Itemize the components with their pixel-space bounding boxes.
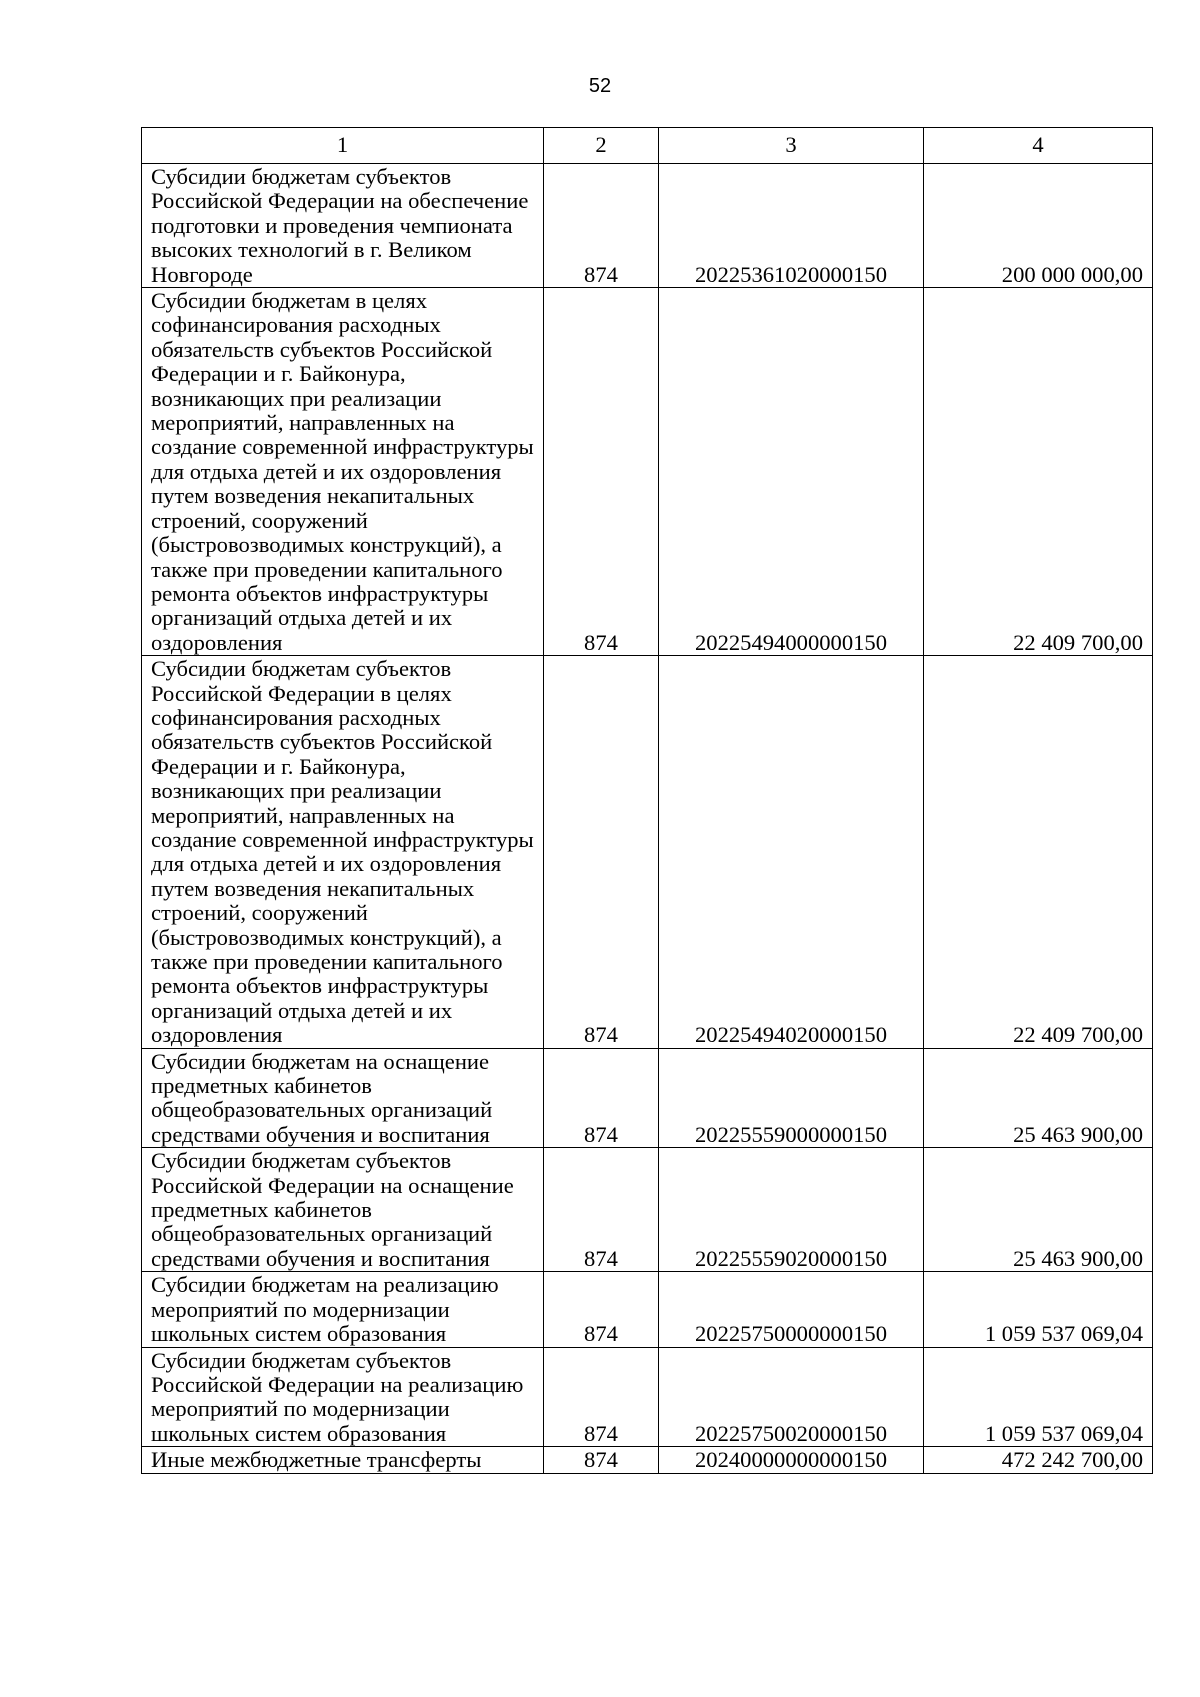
row-amount-cell: 1 059 537 069,04 xyxy=(924,1347,1153,1447)
row-amount-cell: 200 000 000,00 xyxy=(924,164,1153,288)
row-admin-code-cell: 874 xyxy=(544,656,659,1049)
table-row xyxy=(142,164,1153,288)
row-budget-code-cell: 20240000000000150 xyxy=(659,1447,924,1473)
row-admin-code-cell: 874 xyxy=(544,1048,659,1148)
row-name-cell: Субсидии бюджетам субъектов Российской Федерации в целях софинансирования расходных обязательств субъектов Российской Федерации и г. Байконура, возникающих при реализации мероприятий, направленных на создание современной инфраструктуры для отдыха детей и их оздоровления путем возведения некапитальных строений, сооружений (быстровозводимых конструкций), а также при проведении капитального ремонта объектов инфраструктуры организаций отдыха детей и их оздоровления xyxy=(142,656,544,1049)
table-body xyxy=(142,164,1153,1474)
row-admin-code-cell: 874 xyxy=(544,1347,659,1447)
row-budget-code-cell: 20225750020000150 xyxy=(659,1347,924,1447)
row-amount-cell: 1 059 537 069,04 xyxy=(924,1272,1153,1347)
row-amount-cell: 25 463 900,00 xyxy=(924,1148,1153,1272)
header-col-2: 2 xyxy=(544,128,659,164)
table-header xyxy=(142,128,1153,164)
budget-table xyxy=(141,127,1153,1474)
row-name-cell: Иные межбюджетные трансферты xyxy=(142,1447,544,1473)
row-budget-code-cell: 20225494020000150 xyxy=(659,656,924,1049)
header-col-4: 4 xyxy=(924,128,1153,164)
row-amount-cell: 22 409 700,00 xyxy=(924,288,1153,656)
row-amount-cell: 22 409 700,00 xyxy=(924,656,1153,1049)
header-col-3: 3 xyxy=(659,128,924,164)
table-row xyxy=(142,1447,1153,1473)
table-row xyxy=(142,1272,1153,1347)
row-budget-code-cell: 20225559020000150 xyxy=(659,1148,924,1272)
row-budget-code-cell: 20225494000000150 xyxy=(659,288,924,656)
header-col-1: 1 xyxy=(142,128,544,164)
row-name-cell: Субсидии бюджетам субъектов Российской Федерации на реализацию мероприятий по модернизации школьных систем образования xyxy=(142,1347,544,1447)
row-name-cell: Субсидии бюджетам субъектов Российской Федерации на обеспечение подготовки и проведения чемпионата высоких технологий в г. Великом Новгороде xyxy=(142,164,544,288)
row-name-cell: Субсидии бюджетам в целях софинансирования расходных обязательств субъектов Российской Федерации и г. Байконура, возникающих при реализации мероприятий, направленных на создание современной инфраструктуры для отдыха детей и их оздоровления путем возведения некапитальных строений, сооружений (быстровозводимых конструкций), а также при проведении капитального ремонта объектов инфраструктуры организаций отдыха детей и их оздоровления xyxy=(142,288,544,656)
header-row xyxy=(142,128,1153,164)
table-row xyxy=(142,1148,1153,1272)
row-admin-code-cell: 874 xyxy=(544,288,659,656)
row-amount-cell: 25 463 900,00 xyxy=(924,1048,1153,1148)
row-budget-code-cell: 20225361020000150 xyxy=(659,164,924,288)
row-budget-code-cell: 20225559000000150 xyxy=(659,1048,924,1148)
row-budget-code-cell: 20225750000000150 xyxy=(659,1272,924,1347)
row-name-cell: Субсидии бюджетам субъектов Российской Федерации на оснащение предметных кабинетов общеобразовательных организаций средствами обучения и воспитания xyxy=(142,1148,544,1272)
row-admin-code-cell: 874 xyxy=(544,1447,659,1473)
table-row xyxy=(142,1048,1153,1148)
row-admin-code-cell: 874 xyxy=(544,1148,659,1272)
row-admin-code-cell: 874 xyxy=(544,164,659,288)
table-row xyxy=(142,656,1153,1049)
table-row xyxy=(142,288,1153,656)
table-row xyxy=(142,1347,1153,1447)
row-admin-code-cell: 874 xyxy=(544,1272,659,1347)
row-name-cell: Субсидии бюджетам на оснащение предметных кабинетов общеобразовательных организаций средствами обучения и воспитания xyxy=(142,1048,544,1148)
row-name-cell: Субсидии бюджетам на реализацию мероприятий по модернизации школьных систем образования xyxy=(142,1272,544,1347)
page-number: 52 xyxy=(588,75,612,97)
row-amount-cell: 472 242 700,00 xyxy=(924,1447,1153,1473)
